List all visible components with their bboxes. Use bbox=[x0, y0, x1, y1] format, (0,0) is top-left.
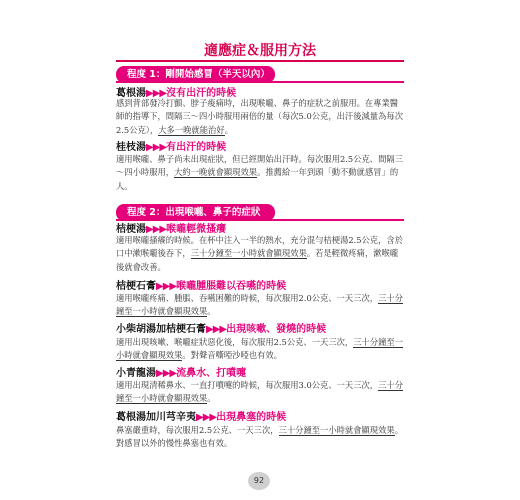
description-text: 適用出現清稀鼻水、一直打噴嚏的時候，每次服用3.0公克、一天三次， bbox=[116, 380, 379, 390]
triple-arrow-icon: ▶▶▶ bbox=[156, 368, 177, 379]
description-text: 適用出現咳嗽、喉嚨症狀惡化後，每次服用2.5公克、一天三次， bbox=[116, 337, 354, 347]
page-title: 適應症＆服用方法 bbox=[204, 43, 316, 59]
condition-label: 出現咳嗽、發燒的時候 bbox=[226, 324, 327, 335]
triple-arrow-icon: ▶▶▶ bbox=[206, 324, 227, 335]
description-tail: 。 bbox=[207, 306, 216, 317]
effect-highlight: 三十分鐘至一小時就會顯現效果 bbox=[116, 337, 404, 361]
condition-label: 喉嚨腫脹難以吞嚥的時候 bbox=[176, 281, 287, 292]
condition-label: 喉嚨輕微搔癢 bbox=[166, 224, 227, 235]
description-tail: 。對聲音嘶啞沙啞也有效。 bbox=[182, 350, 282, 361]
effect-highlight: 大多一晚就能治好 bbox=[158, 124, 225, 135]
description-tail: 。 bbox=[224, 124, 233, 135]
effect-highlight: 三十分鐘至一小時就會顯現效果 bbox=[190, 248, 307, 259]
triple-arrow-icon: ▶▶▶ bbox=[156, 281, 177, 292]
effect-highlight: 三十分鐘至一小時就會顯現效果 bbox=[278, 425, 395, 435]
condition-label: 沒有出汗的時候 bbox=[166, 88, 237, 99]
item-description bbox=[116, 336, 406, 363]
page-number: 92 bbox=[248, 472, 270, 490]
description-tail: 。推薦給一年到頭「動不動就感冒」的人。 bbox=[116, 167, 399, 191]
herb-name: 葛根湯 bbox=[116, 88, 146, 99]
description-text: 適用喉嚨搔癢的時候。在杯中注入一半的熱水，充分混勻桔梗湯2.5公克，含於口中漱喉嚨後吞下， bbox=[116, 235, 403, 259]
description-tail: 。若是輕微疼痛，漱喉嚨後就會改善。 bbox=[116, 248, 399, 272]
description-text: 適用喉嚨疼痛、腫脹、吞嚥困難的時候，每次服用2.0公克、一天三次， bbox=[116, 293, 379, 303]
effect-highlight: 三十分鐘至一小時就會顯現效果 bbox=[116, 380, 404, 404]
herb-name: 小柴胡湯加桔梗石膏 bbox=[116, 324, 206, 335]
description-text: 鼻塞嚴重時，每次服用2.5公克、一天三次， bbox=[116, 425, 279, 435]
effect-highlight: 大約一晚就會顯現效果 bbox=[174, 167, 258, 178]
condition-label: 流鼻水、打噴嚏 bbox=[176, 368, 247, 379]
description-text: 適用喉嚨、鼻子尚未出現症狀，但已經開始出汗時。每次服用2.5公克、間隔三～四小時服用， bbox=[116, 154, 403, 178]
triple-arrow-icon: ▶▶▶ bbox=[196, 412, 217, 423]
condition-label: 出現鼻塞的時候 bbox=[216, 412, 287, 423]
triple-arrow-icon: ▶▶▶ bbox=[146, 88, 167, 99]
herb-name: 小青龍湯 bbox=[116, 368, 156, 379]
item-description bbox=[116, 292, 406, 319]
herb-name: 桔梗湯 bbox=[116, 224, 146, 235]
herb-name: 桂枝湯 bbox=[116, 142, 146, 153]
item-description bbox=[116, 97, 406, 137]
effect-highlight: 三十分鐘至一小時就會顯現效果 bbox=[116, 293, 404, 317]
herb-name: 桔梗石膏 bbox=[116, 281, 156, 292]
item-description bbox=[116, 234, 406, 274]
herb-name: 葛根湯加川芎辛夷 bbox=[116, 412, 196, 423]
triple-arrow-icon: ▶▶▶ bbox=[146, 142, 167, 153]
item-heading bbox=[116, 412, 286, 424]
triple-arrow-icon: ▶▶▶ bbox=[146, 224, 167, 235]
title-divider bbox=[116, 60, 404, 62]
description-tail: 。對感冒以外的慢性鼻塞也有效。 bbox=[116, 425, 404, 449]
item-description bbox=[116, 153, 406, 193]
item-description bbox=[116, 379, 406, 406]
item-heading bbox=[116, 324, 326, 336]
description-tail: 。 bbox=[207, 393, 216, 404]
stage-1-rule bbox=[116, 81, 404, 83]
stage-2-banner: 程度 2：出現喉嚨、鼻子的症狀 bbox=[116, 204, 275, 221]
condition-label: 有出汗的時候 bbox=[166, 142, 227, 153]
stage-2-rule bbox=[116, 219, 404, 221]
description-text: 感到背部發冷打顫、脖子痠痛時，出現喉嚨、鼻子的症狀之前服用。在專業醫師的指導下，間隔三～四小時服用兩倍的量（每次5.0公克，出汗後減量為每次2.5公克）， bbox=[116, 98, 403, 135]
item-description bbox=[116, 424, 406, 451]
stage-1-banner: 程度 1：剛開始感冒（半天以內） bbox=[116, 66, 275, 83]
